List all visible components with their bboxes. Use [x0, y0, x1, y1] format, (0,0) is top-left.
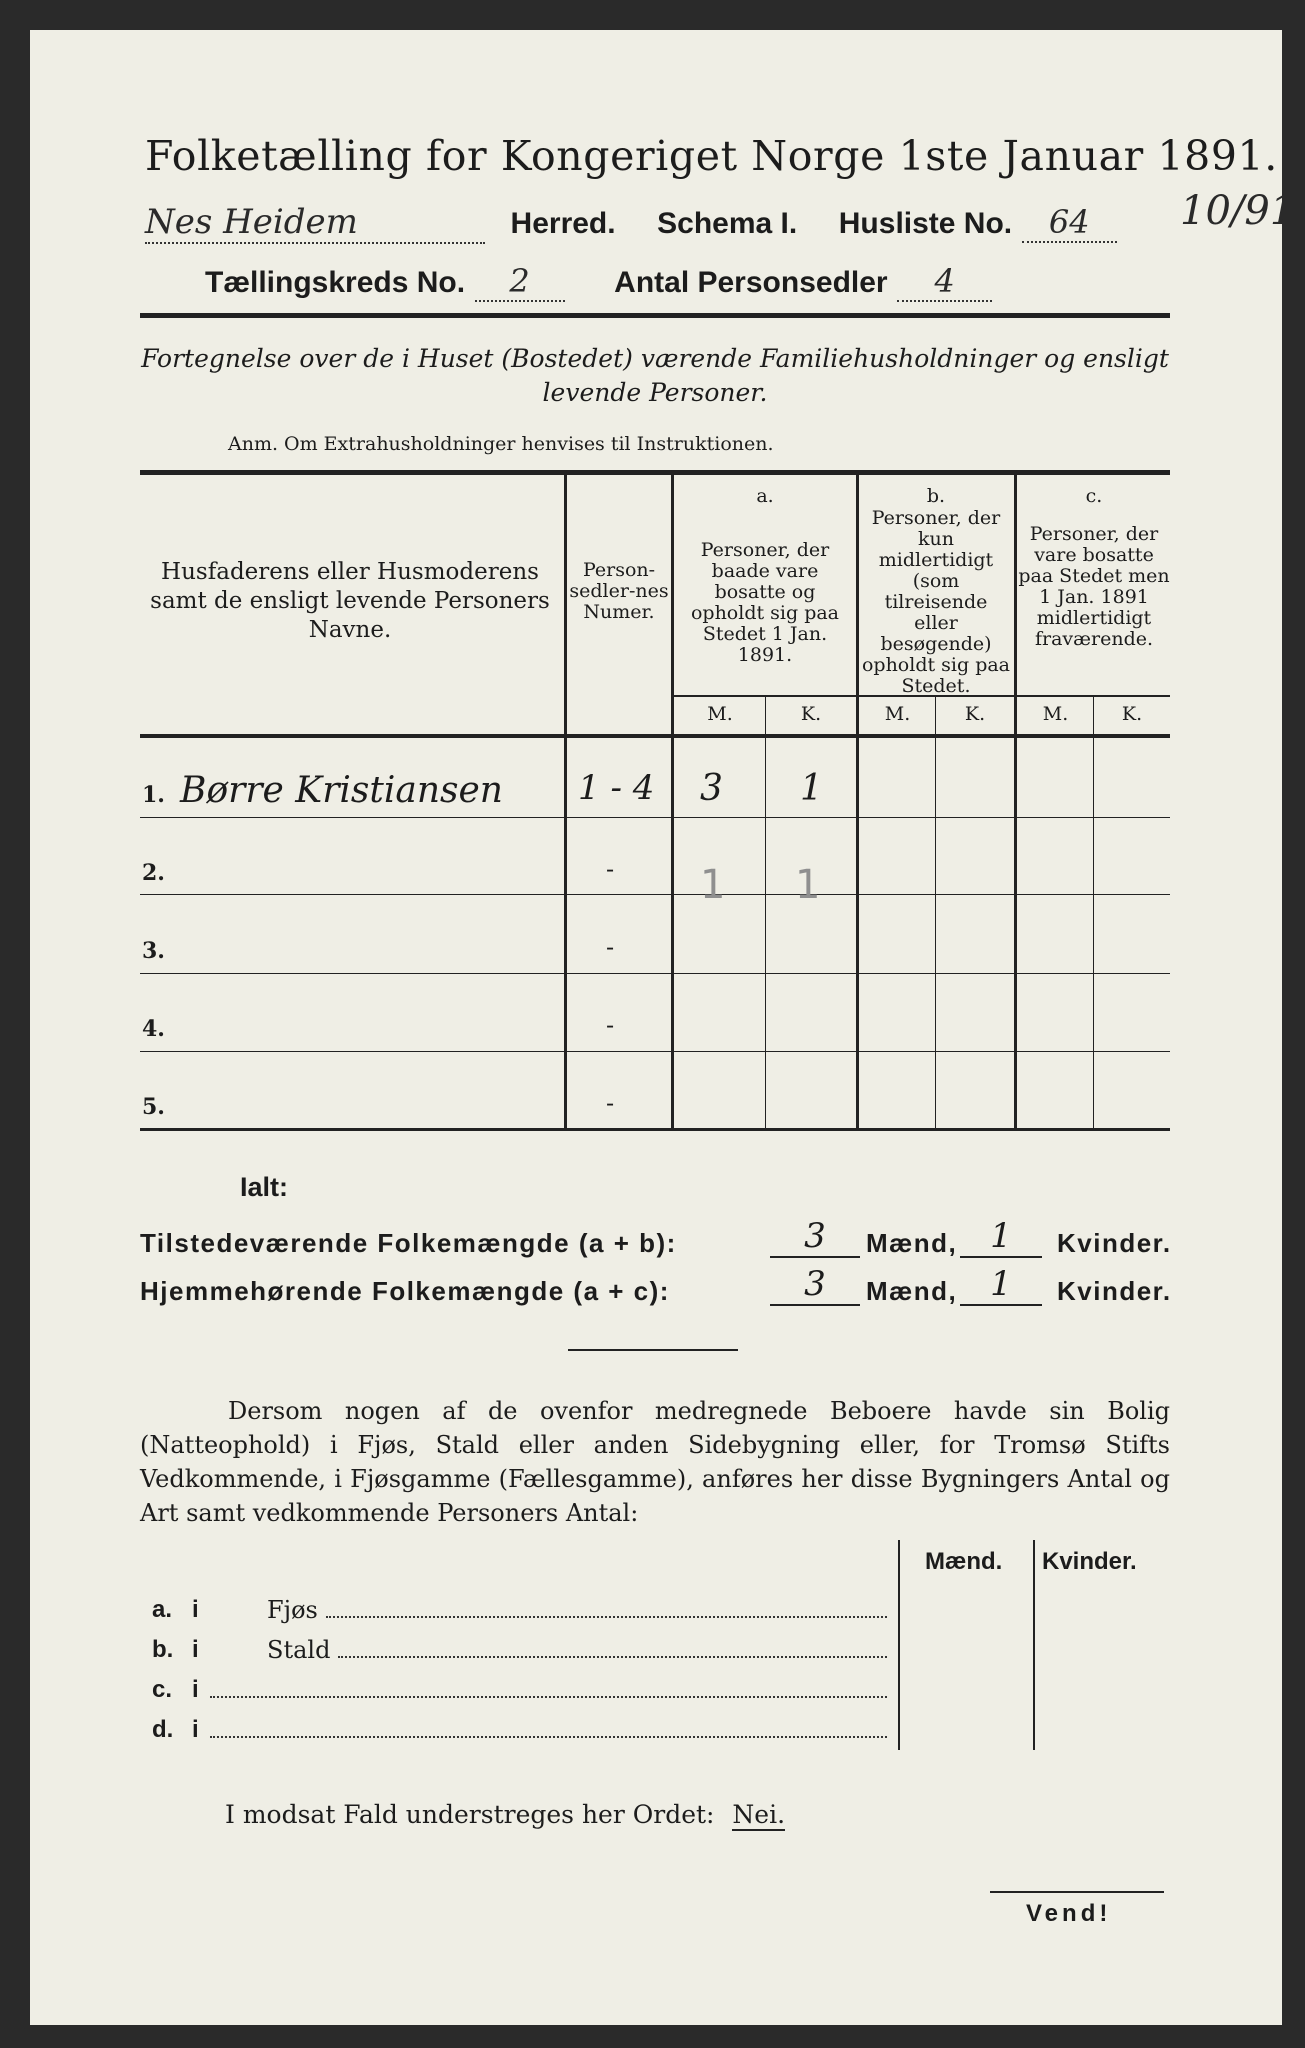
- col-divider-4: [1014, 474, 1017, 1128]
- col-header-name: Husfaderens eller Husmoderens samt de ensligt levende Personers Navne.: [150, 559, 550, 643]
- kreds-line: [205, 262, 992, 302]
- building-i: i: [192, 1716, 199, 1743]
- col-divider-2: [671, 474, 674, 1128]
- row-sedler: -: [606, 1089, 615, 1117]
- building-letter: d.: [152, 1716, 174, 1743]
- col-b-k-label: K.: [964, 703, 986, 725]
- row-a-m: 3: [700, 768, 723, 809]
- dotted-fill: [210, 1716, 887, 1738]
- col-c-k-label: K.: [1121, 703, 1143, 725]
- vend-label: Vend!: [1026, 1900, 1112, 1927]
- row-separator: [140, 894, 1170, 895]
- modsat-line: [225, 1800, 785, 1829]
- building-letter: b.: [152, 1636, 174, 1663]
- col-divider-b-mk: [935, 697, 936, 1128]
- hjemmehorende-maend-value: 3: [770, 1264, 860, 1306]
- row-sedler: 1 - 4: [578, 768, 655, 808]
- building-label: Stald: [267, 1636, 331, 1664]
- building-i: i: [192, 1676, 199, 1703]
- row-number: 5.: [142, 1094, 165, 1120]
- building-label: Fjøs: [267, 1596, 318, 1624]
- col-c-m-label: M.: [1042, 703, 1069, 725]
- building-row-d: [152, 1716, 887, 1744]
- annotation-note: Anm. Om Extrahusholdninger henvises til Instruktionen.: [228, 433, 774, 455]
- row-sedler: -: [606, 1011, 615, 1039]
- ialt-label: Ialt:: [240, 1172, 289, 1202]
- husliste-label: Husliste No.: [838, 207, 1013, 240]
- col-header-numer: Person-sedler-nes Numer.: [569, 559, 669, 623]
- row-number: 2.: [142, 860, 165, 886]
- row-separator: [140, 973, 1170, 974]
- form-title: Folketælling for Kongeriget Norge 1ste Januar 1891.: [145, 132, 1278, 180]
- maend-label: Mænd,: [866, 1228, 958, 1258]
- tilstedevaerende-label: Tilstedeværende Folkemængde (a + b):: [140, 1228, 677, 1258]
- nei-word: Nei.: [732, 1800, 786, 1829]
- hjemmehorende-label: Hjemmehørende Folkemængde (a + c):: [140, 1276, 670, 1306]
- row-sedler: -: [606, 855, 615, 883]
- col-a-header: Personer, der baade vare bosatte og opholdt sig paa Stedet 1 Jan. 1891.: [690, 539, 840, 666]
- buildings-kvinder-header: Kvinder.: [1042, 1548, 1137, 1575]
- personsedler-value: 4: [897, 262, 992, 302]
- herred-label: Herred.: [510, 207, 616, 240]
- kreds-value: 2: [475, 262, 565, 302]
- col-b-header: Personer, der kun midlertidigt (som tilreisende eller besøgende) opholdt sig paa Stedet.: [861, 507, 1011, 697]
- building-letter: c.: [152, 1676, 173, 1703]
- header-rule: [140, 313, 1170, 318]
- col-divider-3: [856, 474, 859, 1128]
- herred-line: [145, 202, 1117, 244]
- hjemmehorende-kvinder-value: 1: [960, 1264, 1042, 1306]
- row-a-m: 1: [700, 862, 726, 908]
- row-separator: [140, 1051, 1170, 1052]
- schema-label: Schema I.: [657, 207, 798, 240]
- col-divider-c-mk: [1093, 697, 1094, 1128]
- building-row-c: [152, 1676, 887, 1704]
- building-i: i: [192, 1596, 199, 1623]
- row-number: 4.: [142, 1016, 165, 1042]
- row-name: Børre Kristiansen: [180, 770, 503, 811]
- row-a-k: 1: [800, 768, 823, 809]
- kvinder-label: Kvinder.: [1057, 1276, 1172, 1306]
- section-divider: [568, 1349, 738, 1351]
- dotted-fill: [338, 1636, 887, 1658]
- col-c-header: Personer, der vare bosatte paa Stedet men 1 Jan. 1891 midlertidigt fraværende.: [1018, 523, 1170, 650]
- building-letter: a.: [152, 1596, 173, 1623]
- tilstedevaerende-kvinder-value: 1: [960, 1216, 1042, 1258]
- row-number: 1.: [142, 782, 165, 808]
- building-i: i: [192, 1636, 199, 1663]
- table-bottom-rule: [140, 1128, 1170, 1131]
- col-b-m-label: M.: [884, 703, 911, 725]
- col-a-letter: a.: [756, 485, 774, 507]
- row-a-k: 1: [795, 862, 821, 908]
- tilstedevaerende-maend-value: 3: [770, 1216, 860, 1258]
- buildings-divider-right: [1033, 1540, 1035, 1750]
- buildings-maend-header: Mænd.: [925, 1548, 1003, 1575]
- husliste-value: 64: [1022, 203, 1117, 243]
- col-a-k-label: K.: [800, 703, 822, 725]
- herred-value: Nes Heidem: [145, 202, 485, 244]
- col-c-letter: c.: [1085, 485, 1103, 507]
- col-b-letter: b.: [926, 485, 946, 507]
- dotted-fill: [210, 1676, 887, 1698]
- maend-label: Mænd,: [866, 1276, 958, 1306]
- margin-note: 10/91: [1180, 188, 1296, 234]
- col-divider-1: [564, 474, 567, 1128]
- buildings-divider-left: [898, 1540, 900, 1750]
- row-separator: [140, 817, 1170, 818]
- vend-rule: [990, 1891, 1164, 1893]
- row-sedler: -: [606, 933, 615, 961]
- col-divider-a-mk: [765, 697, 766, 1128]
- modsat-text: I modsat Fald understreges her Ordet:: [225, 1800, 715, 1829]
- building-row-fjos: [152, 1596, 887, 1624]
- kreds-label: Tællingskreds No.: [205, 266, 466, 299]
- building-row-stald: [152, 1636, 887, 1664]
- dotted-fill: [326, 1596, 887, 1618]
- form-subtitle: Fortegnelse over de i Huset (Bostedet) værende Familiehusholdninger og ensligt levende Personer.: [141, 344, 1169, 407]
- col-a-m-label: M.: [707, 703, 733, 725]
- instruction-paragraph: Dersom nogen af de ovenfor medregnede Beboere havde sin Bolig (Natteophold) i Fjøs, Stald eller anden Sidebygning eller, for Tromsø Stifts Vedkommende, i Fjøsgamme (Fællesgamme), anføres her disse Bygningers Antal og Art samt vedkommende Personers Antal:: [140, 1397, 1170, 1527]
- row-number: 3.: [142, 938, 165, 964]
- kvinder-label: Kvinder.: [1057, 1228, 1172, 1258]
- personsedler-label: Antal Personsedler: [614, 266, 888, 299]
